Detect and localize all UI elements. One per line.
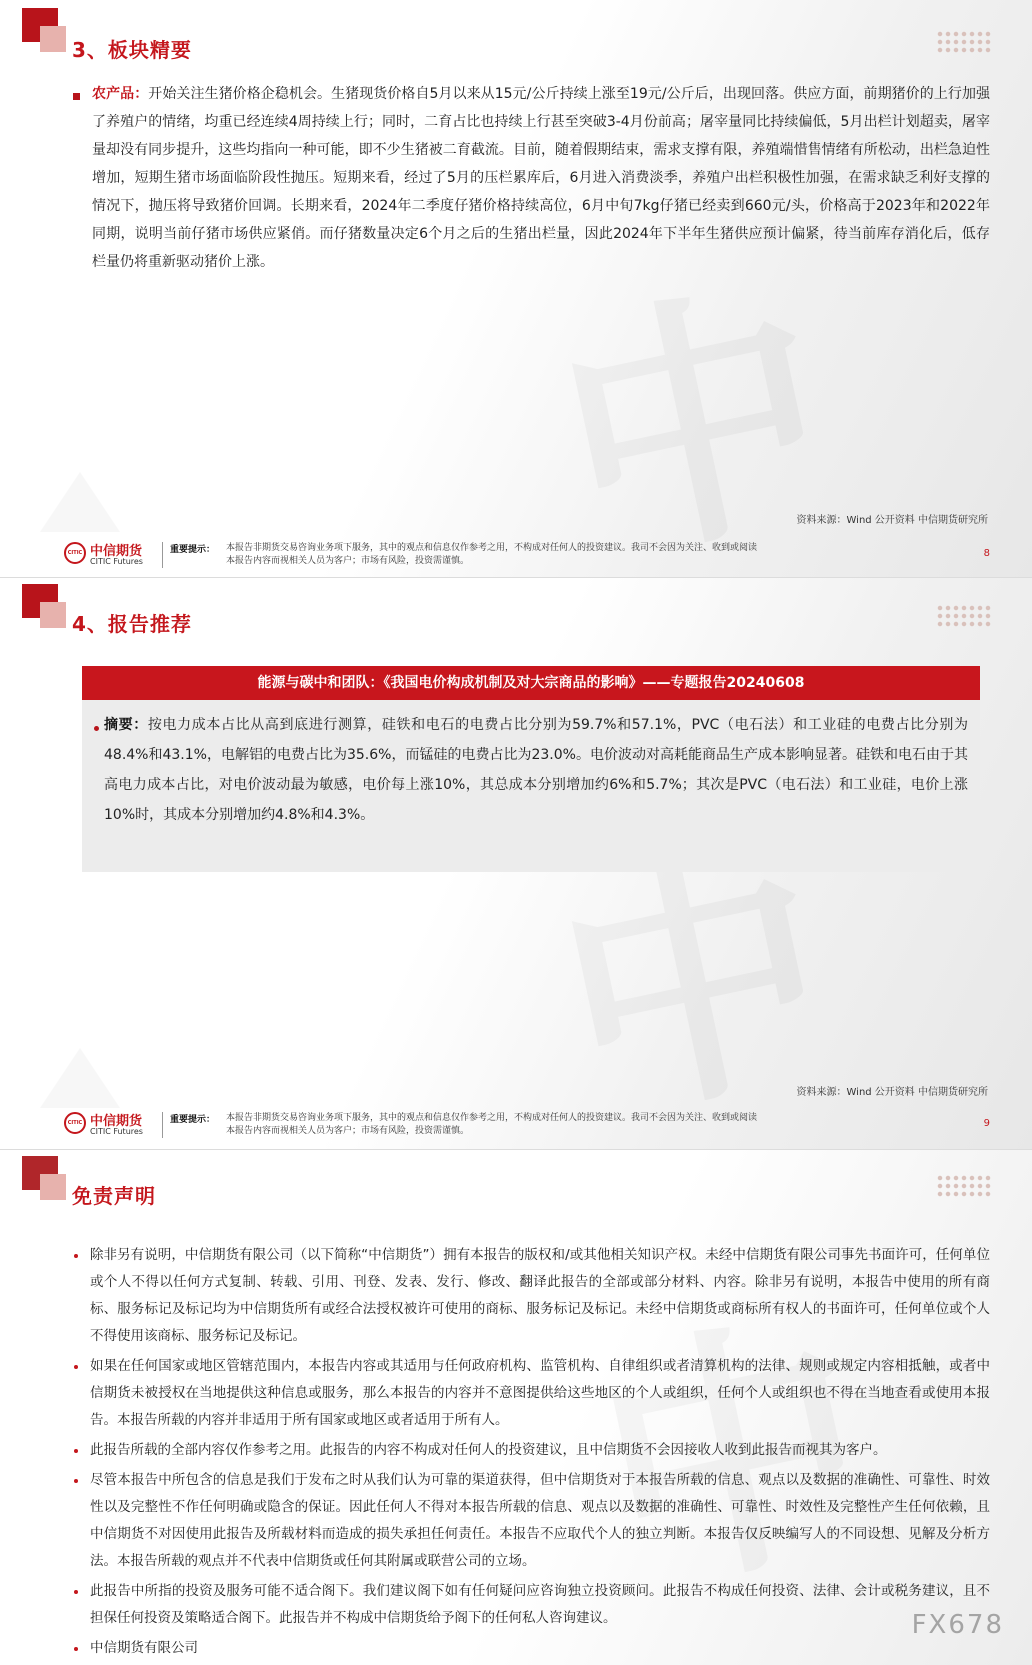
agri-text: 开始关注生猪价格企稳机会。生猪现货价格自5月以来从15元/公斤持续上涨至19元/公斤后，出现回落。供应方面，前期猪价的上行加强了养殖户的情绪，均重已经连续4周持续上行；同时，二育占比也持续上行甚至突破3-4月份前高；屠宰量同比持续偏低，5月出栏计划超卖，屠宰量却没有同步提升，这些均指向一种可能，即不少生猪被二育截流。目前，随着假期结束，需求支撑有限，养殖端惜售情绪有所松动，出栏急迫性增加，短期生猪市场面临阶段性抛压。短期来看，经过了5月的压栏累库后，6月进入消费淡季，养殖户出栏积极性加强，在需求缺乏利好支撑的情况下，抛压将导致猪价回调。长期来看，2024年二季度仔猪价格持续高位，6月中旬7kg仔猪已经卖到660元/头，价格高于2023年和2022年同期，说明当前仔猪市场供应紧俏。而仔猪数量决定6个月之后的生猪出栏量，因此2024年下半年生猪供应预计偏紧，待当前库存消化后，低存栏量仍将重新驱动猪价上涨。 [92,86,991,270]
disclaimer-item: 此报告所载的全部内容仅作参考之用。此报告的内容不构成对任何人的投资建议，且中信期货不会因接收人收到此报告而视其为客户。 [70,1437,990,1464]
paper-plane-decoration-icon [40,472,120,532]
logo-en-text: CITIC Futures [90,1127,143,1136]
source-note: 资料来源：Wind 公开资料 中信期货研究所 [796,515,988,526]
summary-label: 摘要： [104,717,148,733]
section-title: 免责声明 [72,1184,156,1208]
agri-paragraph [92,80,990,276]
logo-cn-text: 中信期货 [90,544,143,559]
citic-logo [64,1110,160,1138]
logo-en-text: CITIC Futures [90,557,143,566]
section-title: 4、报告推荐 [72,612,192,636]
disclaimer-label: 重要提示： [170,545,216,555]
paper-plane-decoration-icon [40,1048,120,1108]
logo-cn-text: 中信期货 [90,1114,143,1129]
report-summary [104,710,968,830]
dots-decoration-icon [936,604,992,628]
section-marker-accent [40,602,66,628]
page-number: 8 [983,548,990,559]
disclaimer-label: 重要提示： [170,1115,216,1125]
disclaimer-text [226,1112,906,1138]
bullet-dot-icon [94,726,99,731]
bullet-square-icon [73,93,80,100]
agri-label: 农产品： [92,86,149,102]
disclaimer-text [226,542,906,568]
footer-divider [162,1112,163,1138]
disclaimer-line-2: 本报告内容而视相关人员为客户；市场有风险，投资需谨慎。 [226,1126,470,1136]
disclaimer-item: 除非另有说明，中信期货有限公司（以下简称“中信期货”）拥有本报告的版权和/或其他相关知识产权。未经中信期货有限公司事先书面许可，任何单位或个人不得以任何方式复制、转载、引用、刊登、发表、发行、修改、翻译此报告的全部或部分材料、内容。除非另有说明，本报告中使用的所有商标、服务标记及标记均为中信期货所有或经合法授权被许可使用的商标、服务标记及标记。未经中信期货或商标所有权人的书面许可，任何单位或个人不得使用该商标、服务标记及标记。 [70,1242,990,1350]
disclaimer-line-2: 本报告内容而视相关人员为客户；市场有风险，投资需谨慎。 [226,556,470,566]
disclaimer-item: 此报告中所指的投资及服务可能不适合阁下。我们建议阁下如有任何疑问应咨询独立投资顾问。此报告不构成任何投资、法律、会计或税务建议，且不担保任何投资及策略适合阁下。此报告并不构成中信期货给予阁下的任何私人咨询建议。 [70,1578,990,1632]
dots-decoration-icon [936,30,992,54]
page-footer [0,1104,1032,1144]
section-marker-accent [40,26,66,52]
dots-decoration-icon [936,1174,992,1198]
disclaimer-list [70,1242,990,1665]
disclaimer-line-1: 本报告非期货交易咨询业务项下服务，其中的观点和信息仅作参考之用，不构成对任何人的投资建议。我司不会因为关注、收到或阅读 [226,543,758,553]
disclaimer-item: 尽管本报告中所包含的信息是我们于发布之时从我们认为可靠的渠道获得，但中信期货对于本报告所载的信息、观点以及数据的准确性、可靠性、时效性以及完整性不作任何明确或隐含的保证。因此任何人不得对本报告所载的信息、观点以及数据的准确性、可靠性、时效性及完整性产生任何依赖，且中信期货不对因使用此报告及所载材料而造成的损失承担任何责任。本报告不应取代个人的独立判断。本报告仅反映编写人的不同设想、见解及分析方法。本报告所载的观点并不代表中信期货或任何其附属或联营公司的立场。 [70,1467,990,1575]
disclaimer-item: 中信期货有限公司 [70,1635,990,1662]
section-marker-accent [40,1174,66,1200]
section-title: 3、板块精要 [72,38,192,62]
slide-page-8 [0,0,1032,578]
page-number: 9 [983,1118,990,1129]
disclaimer-item: 如果在任何国家或地区管辖范围内，本报告内容或其适用与任何政府机构、监管机构、自律组织或者清算机构的法律、规则或规定内容相抵触，或者中信期货未被授权在当地提供这种信息或服务，那么本报告的内容并不意图提供给这些地区的个人或组织，任何个人或组织也不得在当地查看或使用本报告。本报告所载的内容并非适用于所有国家或地区或者适用于所有人。 [70,1353,990,1434]
source-note: 资料来源：Wind 公开资料 中信期货研究所 [796,1087,988,1098]
disclaimer-line-1: 本报告非期货交易咨询业务项下服务，其中的观点和信息仅作参考之用，不构成对任何人的投资建议。我司不会因为关注、收到或阅读 [226,1113,758,1123]
footer-divider [162,542,163,568]
fx678-watermark: FX678 [911,1610,1004,1640]
citic-logo-icon: CITIC [64,1112,86,1134]
summary-text: 按电力成本占比从高到底进行测算，硅铁和电石的电费占比分别为59.7%和57.1%，PVC（电石法）和工业硅的电费占比分别为48.4%和43.1%，电解铝的电费占比为35.6%，而锰硅的电费占比为23.0%。电价波动对高耗能商品生产成本影响显著。硅铁和电石由于其高电力成本占比，对电价波动最为敏感，电价每上涨10%，其总成本分别增加约6%和5.7%；其次是PVC（电石法）和工业硅，电价上涨10%时，其成本分别增加约4.8%和4.3%。 [104,717,968,823]
page-footer [0,534,1032,574]
report-title-banner[interactable]: 能源与碳中和团队：《我国电价构成机制及对大宗商品的影响》——专题报告20240608 [82,666,980,700]
citic-logo-icon: CITIC [64,542,86,564]
citic-logo [64,540,160,568]
